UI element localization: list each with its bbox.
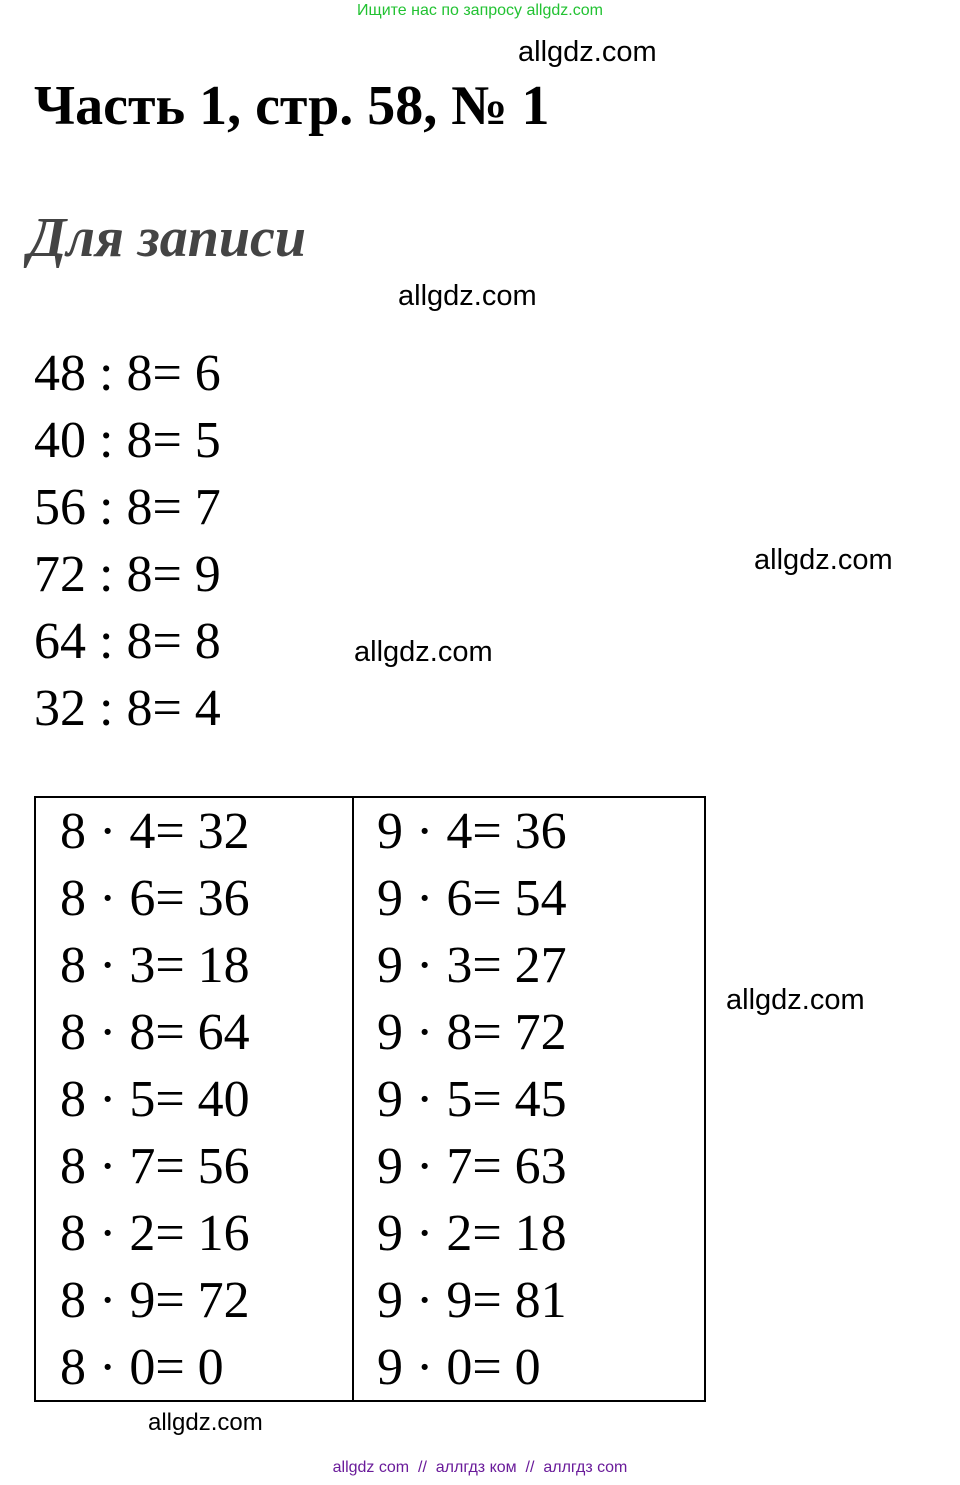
multiplication-equation: 8 · 9= 72 [60,1272,250,1329]
multiplication-equation: 9 · 2= 18 [377,1205,567,1262]
multiplication-equation: 8 · 8= 64 [60,1004,250,1061]
multiplication-equation: 8 · 6= 36 [60,870,250,927]
division-list [34,340,221,742]
multiplication-equation: 9 · 6= 54 [377,870,567,927]
multiplication-equation: 9 · 4= 36 [377,803,567,860]
multiplication-table [34,796,706,1402]
division-equation: 56 : 8= 7 [34,479,221,536]
multiplication-equation: 9 · 9= 81 [377,1272,567,1329]
division-equation: 32 : 8= 4 [34,680,221,737]
page-title: Часть 1, стр. 58, № 1 [34,75,550,137]
multiplication-equation: 8 · 7= 56 [60,1138,250,1195]
multiplication-equation: 8 · 2= 16 [60,1205,250,1262]
multiplication-equation: 8 · 4= 32 [60,803,250,860]
watermark: allgdz.com [354,636,493,668]
table-divider [352,798,354,1400]
multiplication-equation: 9 · 3= 27 [377,937,567,994]
watermark: allgdz.com [148,1409,263,1436]
top-banner[interactable]: Ищите нас по запросу allgdz.com [357,2,603,19]
multiplication-equation: 8 · 5= 40 [60,1071,250,1128]
multiplication-equation: 9 · 7= 63 [377,1138,567,1195]
watermark: allgdz.com [726,984,865,1016]
footer-links[interactable]: allgdz com // аллгдз ком // аллгдз com [332,1459,628,1476]
watermark: allgdz.com [518,36,657,68]
multiplication-equation: 9 · 0= 0 [377,1339,541,1396]
multiplication-equation: 8 · 0= 0 [60,1339,224,1396]
division-equation: 64 : 8= 8 [34,613,221,670]
multiplication-equation: 9 · 8= 72 [377,1004,567,1061]
multiplication-equation: 9 · 5= 45 [377,1071,567,1128]
multiplication-equation: 8 · 3= 18 [60,937,250,994]
section-heading: Для записи [28,207,306,269]
division-equation: 48 : 8= 6 [34,345,221,402]
watermark: allgdz.com [398,280,537,312]
division-equation: 72 : 8= 9 [34,546,221,603]
division-equation: 40 : 8= 5 [34,412,221,469]
table-column-9 [377,798,567,1401]
table-column-8 [60,798,250,1401]
watermark: allgdz.com [754,544,893,576]
